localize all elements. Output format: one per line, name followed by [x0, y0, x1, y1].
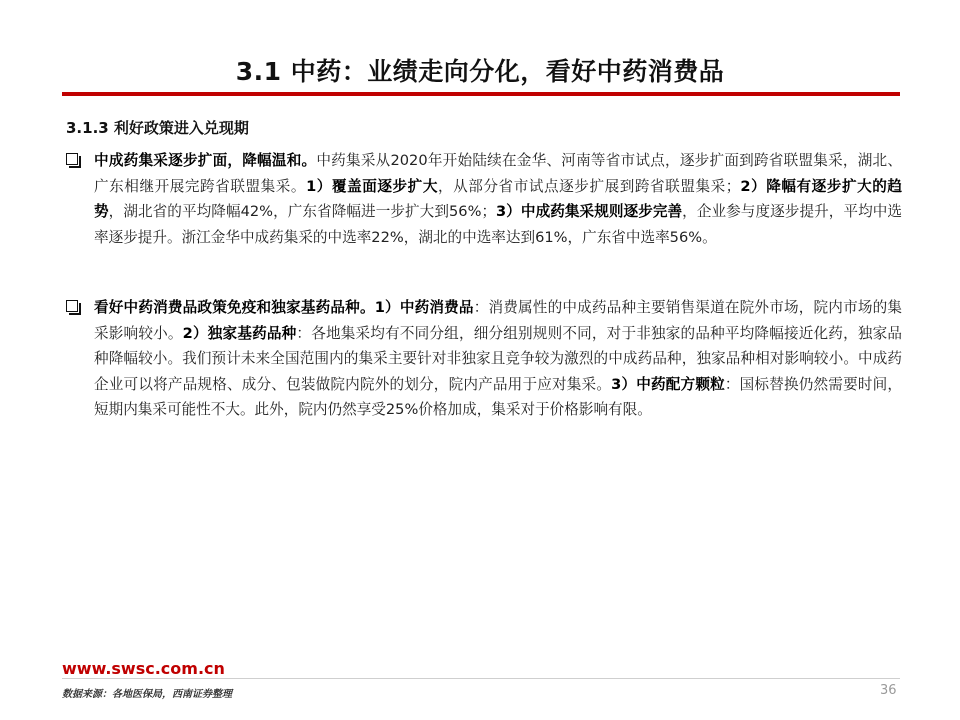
checkbox-bullet-icon [66, 153, 78, 165]
bullet-body-text: ，从部分省市试点逐步扩展到跨省联盟集采； [437, 177, 741, 195]
bullet-emphasis: 中成药集采逐步扩面，降幅温和。 [94, 152, 317, 169]
bullet-text [94, 295, 902, 423]
bullet-emphasis: 2）降幅有逐步扩大的趋势 [94, 177, 903, 220]
bullet-body-text: ，湖北省的平均降幅42%，广东省降幅进一步扩大到56%； [108, 203, 497, 220]
footer-website-link[interactable]: www.swsc.com.cn [62, 659, 225, 678]
bullet-emphasis: 2）独家基药品种 [182, 324, 297, 342]
bullet-text [94, 148, 902, 250]
page-title: 3.1 中药：业绩走向分化，看好中药消费品 [235, 57, 725, 86]
bullet-emphasis: 看好中药消费品政策免疫和独家基药品种。 [94, 299, 375, 316]
bullet-emphasis: 3）中成药集采规则逐步完善 [496, 203, 683, 220]
bullet-body-text: ，企业参与度逐步提升，平均中选率逐步提升。浙江金华中成药集采的中选率22%，湖北的中选率达到61%，广东省中选率56%。 [94, 203, 902, 246]
section-subtitle: 3.1.3 利好政策进入兑现期 [66, 119, 249, 137]
page-number: 36 [880, 683, 897, 698]
bullet-body-text: 中药集采从2020年开始陆续在金华、河南等省市试点，逐步扩面到跨省联盟集采，湖北、广东相继开展完跨省联盟集采。 [94, 152, 902, 195]
data-source-note: 数据来源：各地医保局，西南证券整理 [62, 689, 232, 700]
title-divider [62, 92, 900, 96]
footer-divider [62, 678, 900, 679]
checkbox-bullet-icon [66, 300, 78, 312]
bullet-emphasis: 3）中药配方颗粒 [611, 375, 725, 393]
bullet-emphasis: 1）覆盖面逐步扩大 [306, 177, 438, 195]
bullet-emphasis: 1）中药消费品 [374, 299, 474, 316]
bullet-body-text: ：消费属性的中成药品种主要销售渠道在院外市场，院内市场的集采影响较小。 [94, 299, 902, 342]
bullet-body-text: ：国标替换仍然需要时间，短期内集采可能性不大。此外，院内仍然享受25%价格加成，集采对于价格影响有限。 [94, 375, 902, 418]
bullet-body-text: ：各地集采均有不同分组，细分组别规则不同，对于非独家的品种平均降幅接近化药，独家品种降幅较小。我们预计未来全国范围内的集采主要针对非独家且竞争较为激烈的中成药品种，独家品种相对影响较小。中成药企业可以将产品规格、成分、包装做院内院外的划分，院内产品用于应对集采。 [94, 324, 902, 393]
